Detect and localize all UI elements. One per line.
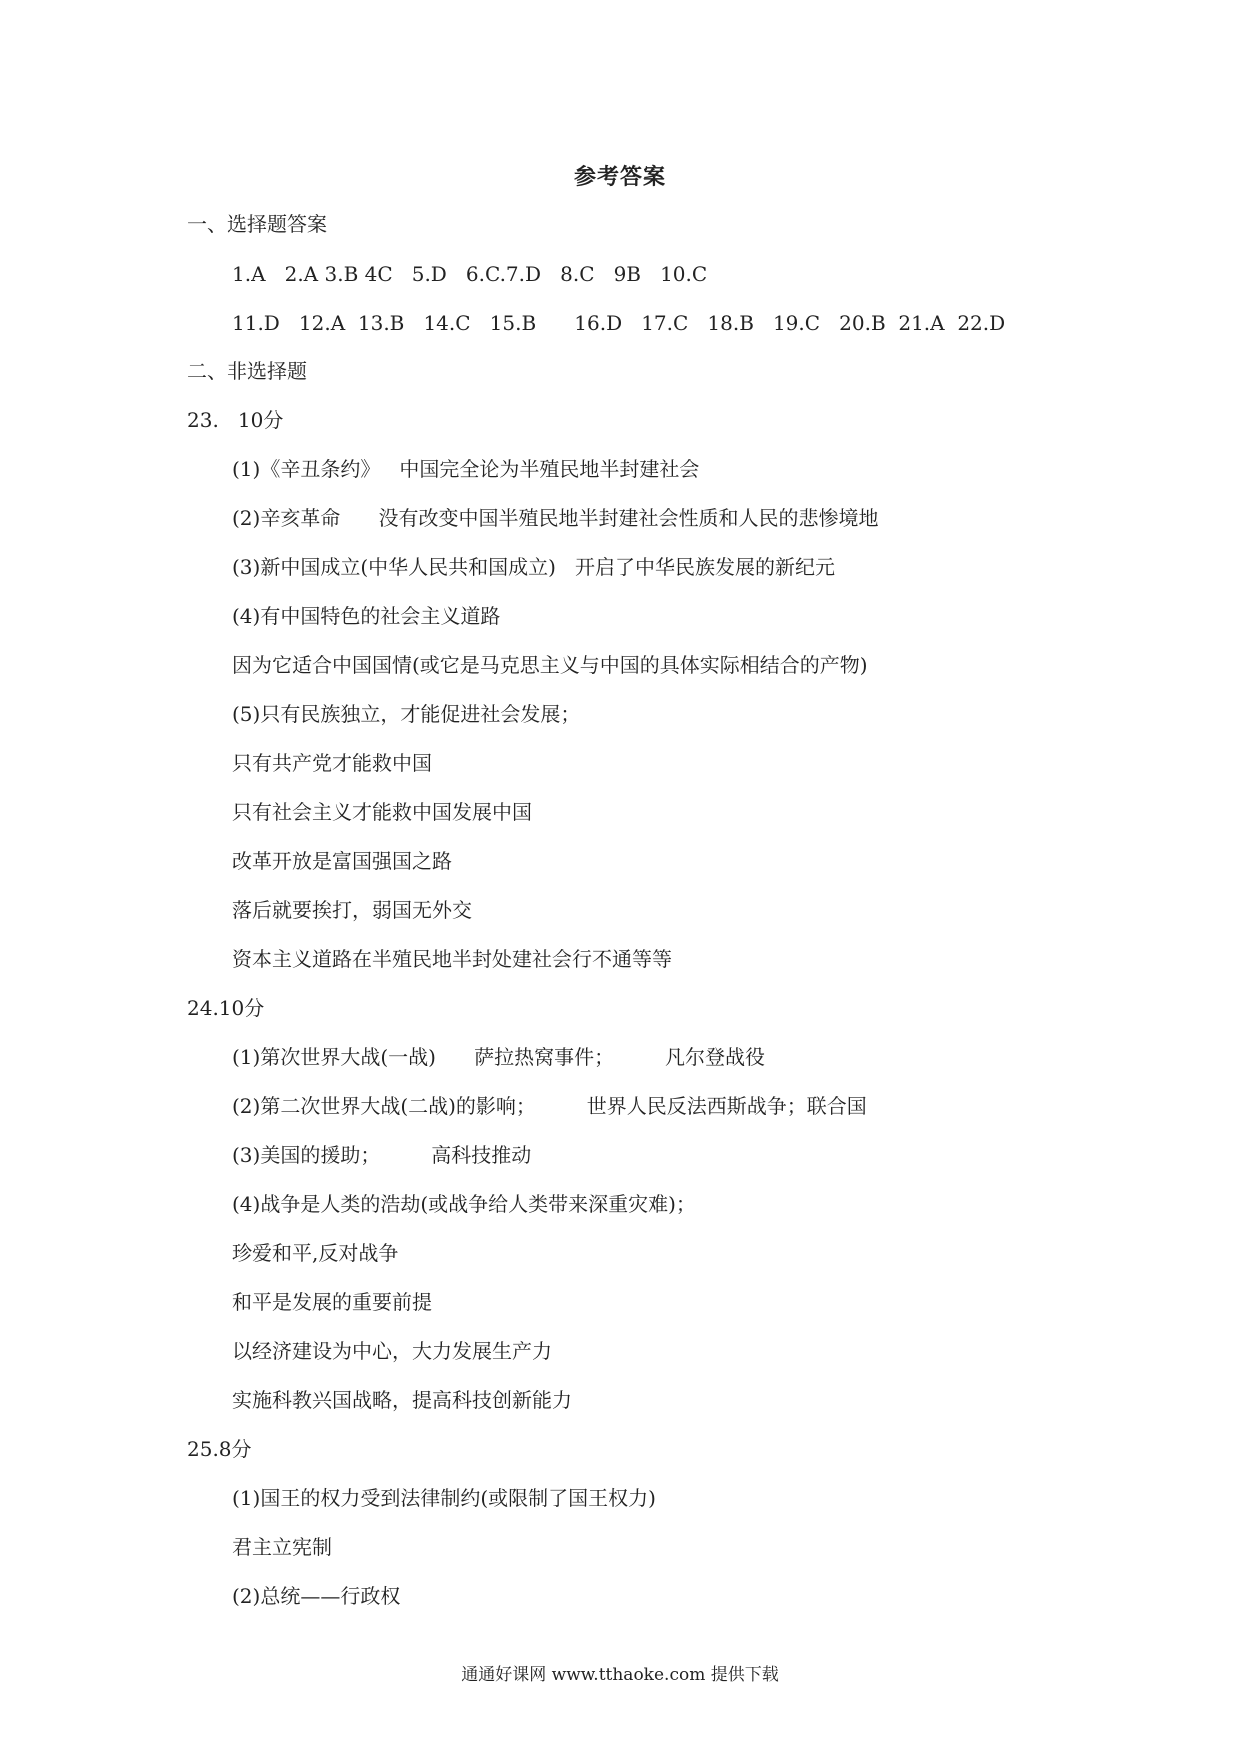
section-heading: 二、非选择题 <box>187 359 307 383</box>
question-heading: 23. 10分 <box>187 408 284 432</box>
answer-line: 因为它适合中国国情(或它是马克思主义与中国的具体实际相结合的产物) <box>232 653 868 677</box>
answer-line: 实施科教兴国战略，提高科技创新能力 <box>232 1388 572 1412</box>
answer-line: (3)新中国成立(中华人民共和国成立) 开启了中华民族发展的新纪元 <box>232 555 836 579</box>
answer-line: 11.D 12.A 13.B 14.C 15.B 16.D 17.C 18.B 19.C 20.B 21.A 22.D <box>232 311 1006 335</box>
answer-line: 只有社会主义才能救中国发展中国 <box>232 800 532 824</box>
answer-line: (1)国王的权力受到法律制约(或限制了国王权力) <box>232 1486 656 1510</box>
answer-line: (2)第二次世界大战(二战)的影响； 世界人民反法西斯战争；联合国 <box>232 1094 867 1118</box>
question-heading: 25.8分 <box>187 1437 252 1461</box>
section-heading: 一、选择题答案 <box>187 212 327 236</box>
answer-line: (1)第次世界大战(一战) 萨拉热窝事件； 凡尔登战役 <box>232 1045 765 1069</box>
answer-line: 珍爱和平,反对战争 <box>232 1241 399 1265</box>
answer-line: (5)只有民族独立，才能促进社会发展； <box>232 702 581 726</box>
answer-line: (2)辛亥革命 没有改变中国半殖民地半封建社会性质和人民的悲惨境地 <box>232 506 879 530</box>
answer-line: (1)《辛丑条约》 中国完全论为半殖民地半封建社会 <box>232 457 700 481</box>
answer-line: 和平是发展的重要前提 <box>232 1290 432 1314</box>
answer-line: 资本主义道路在半殖民地半封处建社会行不通等等 <box>232 947 672 971</box>
footer-credit: 通通好课网 www.tthaoke.com 提供下载 <box>461 1665 779 1685</box>
answer-line: 只有共产党才能救中国 <box>232 751 432 775</box>
answer-line: (3)美国的援助； 高科技推动 <box>232 1143 532 1167</box>
page-title: 参考答案 <box>573 165 666 190</box>
answer-line: (2)总统——行政权 <box>232 1584 401 1608</box>
answer-line: (4)战争是人类的浩劫(或战争给人类带来深重灾难)； <box>232 1192 696 1216</box>
answer-line: 以经济建设为中心，大力发展生产力 <box>232 1339 552 1363</box>
answer-line: 君主立宪制 <box>232 1535 332 1559</box>
answer-line: 1.A 2.A 3.B 4C 5.D 6.C.7.D 8.C 9B 10.C <box>232 262 708 286</box>
question-heading: 24.10分 <box>187 996 265 1020</box>
answer-line: 改革开放是富国强国之路 <box>232 849 452 873</box>
answer-line: (4)有中国特色的社会主义道路 <box>232 604 501 628</box>
answer-line: 落后就要挨打，弱国无外交 <box>232 898 472 922</box>
